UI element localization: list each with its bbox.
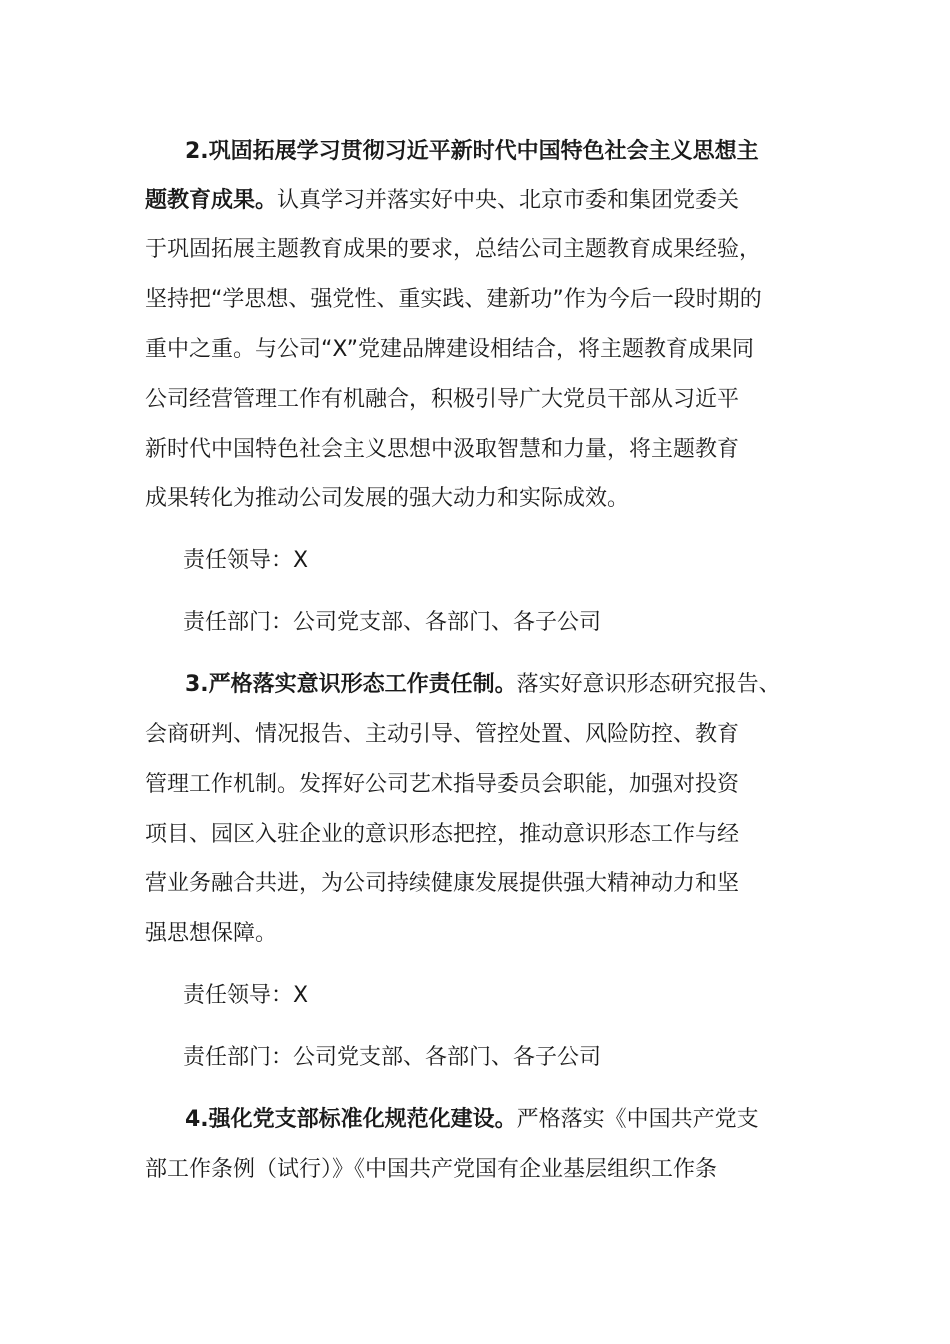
text-run: 强思想保障。 [145,921,278,946]
bold-heading: 3.严格落实意识形态工作责任制。 [185,672,517,697]
paragraph-3-line-3 [145,770,825,800]
paragraph-2-line-8 [145,484,825,514]
text-run: 会商研判、情况报告、主动引导、管控处置、风险防控、教育 [145,722,740,747]
text-run: 责任部门：公司党支部、各部门、各子公司 [183,610,602,635]
text-run: 认真学习并落实好中央、北京市委和集团党委关 [277,188,740,213]
paragraph-2-line-4 [145,285,825,315]
paragraph-3-line-5 [145,869,825,899]
paragraph-2-line-7 [145,435,825,465]
paragraph-3-line-2 [145,720,825,750]
paragraph-2-line-5 [145,335,825,365]
paragraph-4-heading-line [185,1105,865,1135]
bold-heading: 题教育成果。 [145,188,278,213]
text-run: 于巩固拓展主题教育成果的要求，总结公司主题教育成果经验， [145,237,762,262]
paragraph-2-line-6 [145,385,825,415]
bold-heading: 2.巩固拓展学习贯彻习近平新时代中国特色社会主义思想主 [185,139,759,164]
text-run: 公司经营管理工作有机融合，积极引导广大党员干部从习近平 [145,387,740,412]
text-run: 重中之重。与公司“X”党建品牌建设相结合，将主题教育成果同 [145,337,754,362]
text-run: 营业务融合共进，为公司持续健康发展提供强大精神动力和坚 [145,871,740,896]
text-run: 新时代中国特色社会主义思想中汲取智慧和力量，将主题教育 [145,437,740,462]
responsible-department-3 [183,1043,863,1073]
text-run: 责任部门：公司党支部、各部门、各子公司 [183,1045,602,1070]
text-run: 管理工作机制。发挥好公司艺术指导委员会职能，加强对投资 [145,772,740,797]
responsible-leader-2 [183,546,863,576]
text-run: 责任领导：X [183,983,309,1008]
text-run: 项目、园区入驻企业的意识形态把控，推动意识形态工作与经 [145,822,740,847]
text-run: 落实好意识形态研究报告、 [516,672,781,697]
text-run: 坚持把“学思想、强党性、重实践、建新功”作为今后一段时期的 [145,287,762,312]
paragraph-3-heading-line [185,670,865,700]
paragraph-2-line-2 [145,186,825,216]
text-run: 责任领导：X [183,548,309,573]
text-run: 严格落实《中国共产党支 [516,1107,759,1132]
responsible-department-2 [183,608,863,638]
text-run: 部工作条例（试行）》《中国共产党国有企业基层组织工作条 [145,1157,718,1182]
paragraph-2-heading-line [185,137,865,167]
paragraph-3-line-4 [145,820,825,850]
bold-heading: 4.强化党支部标准化规范化建设。 [185,1107,517,1132]
paragraph-3-line-6 [145,919,825,949]
text-run: 成果转化为推动公司发展的强大动力和实际成效。 [145,486,630,511]
paragraph-4-line-2 [145,1155,825,1185]
paragraph-2-line-3 [145,235,825,265]
responsible-leader-3 [183,981,863,1011]
